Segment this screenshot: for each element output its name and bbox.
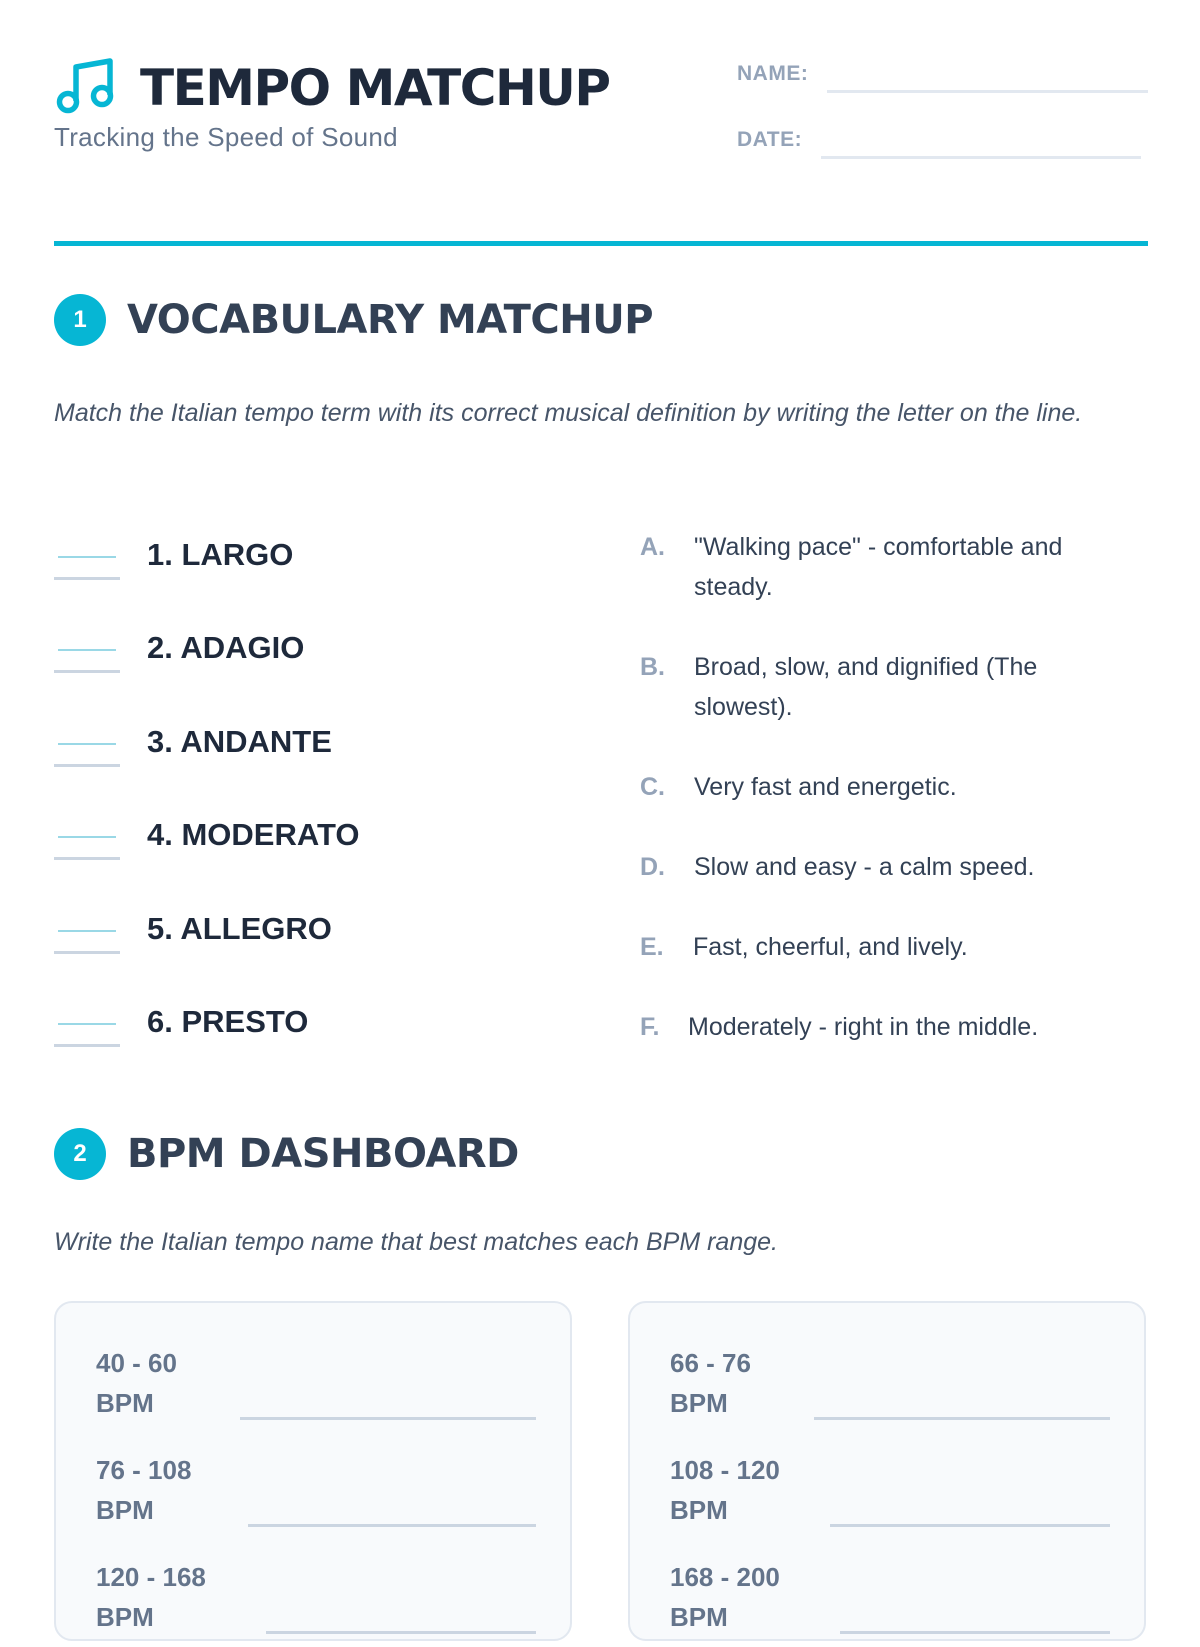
definition-text: Fast, cheerful, and lively. xyxy=(693,933,968,961)
answer-blank[interactable] xyxy=(54,535,120,579)
bpm-answer-line[interactable] xyxy=(240,1417,536,1420)
bpm-card-right xyxy=(628,1301,1146,1641)
bpm-range: 168 - 200 BPM xyxy=(670,1562,780,1632)
definition-letter: C. xyxy=(640,773,665,801)
term-item xyxy=(54,722,574,782)
bpm-row xyxy=(670,1450,1110,1540)
bpm-row xyxy=(670,1343,1110,1433)
definition-text: Moderately - right in the middle. xyxy=(688,1013,1039,1041)
term-label: 1. LARGO xyxy=(147,537,294,572)
definition-letter: D. xyxy=(640,853,665,881)
name-field[interactable] xyxy=(827,90,1148,93)
section-2-instructions: Write the Italian tempo name that best matches each BPM range. xyxy=(54,1228,778,1256)
date-row xyxy=(737,126,1148,166)
date-field[interactable] xyxy=(821,156,1141,159)
answer-blank[interactable] xyxy=(54,722,120,766)
bpm-answer-line[interactable] xyxy=(248,1524,536,1527)
date-label: DATE: xyxy=(737,128,803,151)
definition-text: Broad, slow, and dignified (The slowest). xyxy=(694,653,1038,721)
section-1-title: VOCABULARY MATCHUP xyxy=(127,297,654,343)
bpm-range: 120 - 168 BPM xyxy=(96,1562,206,1632)
answer-blank[interactable] xyxy=(54,909,120,953)
term-label: 4. MODERATO xyxy=(147,817,360,852)
section-2-badge: 2 xyxy=(54,1128,106,1180)
section-1-instructions: Match the Italian tempo term with its correct musical definition by writing the letter on the line. xyxy=(54,399,1083,427)
bpm-answer-line[interactable] xyxy=(266,1631,536,1634)
term-item xyxy=(54,1002,574,1062)
bpm-row xyxy=(670,1557,1110,1647)
definition-letter: F. xyxy=(640,1013,660,1041)
answer-blank[interactable] xyxy=(54,815,120,859)
page-subtitle: Tracking the Speed of Sound xyxy=(54,122,398,152)
term-label: 5. ALLEGRO xyxy=(147,911,332,946)
worksheet-header xyxy=(54,50,1148,170)
section-1-badge: 1 xyxy=(54,294,106,346)
definition-letter: B. xyxy=(640,653,665,681)
term-label: 2. ADAGIO xyxy=(147,630,305,665)
bpm-answer-line[interactable] xyxy=(830,1524,1110,1527)
bpm-answer-line[interactable] xyxy=(840,1631,1110,1634)
name-label: NAME: xyxy=(737,62,809,85)
section-2-title: BPM DASHBOARD xyxy=(127,1131,519,1177)
term-item xyxy=(54,628,574,688)
definition-letter: A. xyxy=(640,533,665,561)
music-note-icon xyxy=(54,57,116,119)
term-label: 6. PRESTO xyxy=(147,1004,309,1039)
section-2-heading xyxy=(54,1126,1148,1182)
bpm-range: 66 - 76 BPM xyxy=(670,1348,751,1418)
term-item xyxy=(54,815,574,875)
term-item xyxy=(54,909,574,969)
bpm-range: 40 - 60 BPM xyxy=(96,1348,177,1418)
bpm-card-left xyxy=(54,1301,572,1641)
definition-letter: E. xyxy=(640,933,664,961)
bpm-row xyxy=(96,1450,536,1540)
term-item xyxy=(54,535,574,595)
answer-blank[interactable] xyxy=(54,1002,120,1046)
bpm-range: 76 - 108 BPM xyxy=(96,1455,192,1525)
section-1-heading xyxy=(54,292,1148,348)
term-label: 3. ANDANTE xyxy=(147,724,332,759)
definition-text: Slow and easy - a calm speed. xyxy=(694,853,1035,881)
page-title: TEMPO MATCHUP xyxy=(140,59,610,117)
header-divider xyxy=(54,241,1148,246)
definition-text: "Walking pace" - comfortable and steady. xyxy=(694,533,1063,601)
bpm-row xyxy=(96,1343,536,1433)
bpm-row xyxy=(96,1557,536,1647)
bpm-answer-line[interactable] xyxy=(814,1417,1110,1420)
bpm-range: 108 - 120 BPM xyxy=(670,1455,780,1525)
answer-blank[interactable] xyxy=(54,628,120,672)
name-row xyxy=(737,60,1148,100)
definition-text: Very fast and energetic. xyxy=(694,773,957,801)
